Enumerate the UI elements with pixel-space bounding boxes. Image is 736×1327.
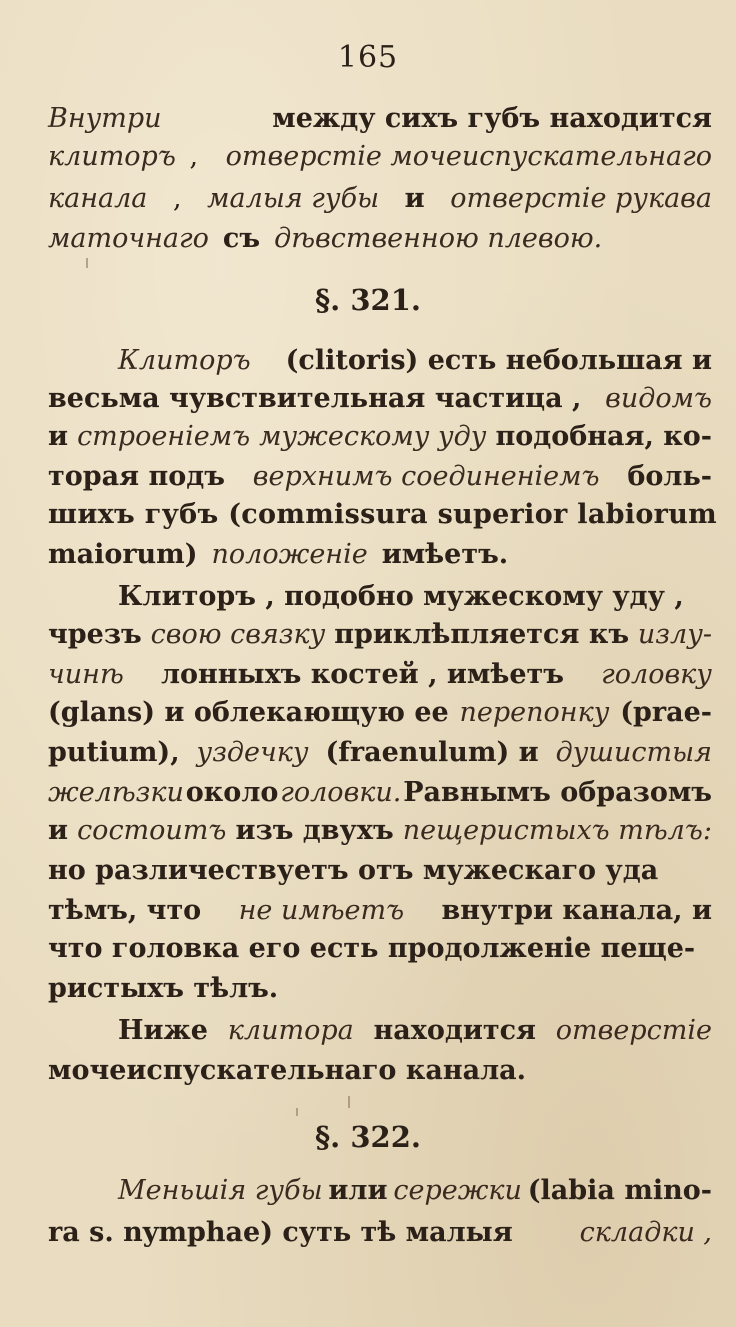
text-fragment: торая подъ [48, 461, 225, 492]
text-fragment: излу- [637, 619, 712, 650]
text-fragment: (prae- [620, 697, 712, 728]
text-fragment: (fraenulum) и [325, 737, 539, 768]
text-line [48, 970, 712, 1008]
text-fragment: дѣвственною плевою. [274, 223, 603, 254]
text-fragment: сережки [393, 1175, 522, 1206]
text-line [118, 1172, 712, 1210]
text-fragment: чинѣ [48, 659, 124, 690]
text-fragment: Клиторъ [118, 345, 251, 376]
text-fragment: съ [222, 223, 261, 254]
text-fragment: уздечку [196, 737, 309, 768]
text-fragment: Внутри [48, 103, 162, 134]
text-fragment: между сихъ губъ находится [272, 103, 712, 134]
text-fragment: мужескому уду [259, 421, 487, 452]
text-fragment: лонныхъ костей , имѣетъ [160, 659, 564, 690]
text-line [48, 694, 712, 732]
text-fragment: отверстіе мочеиспускательнаго [225, 141, 712, 172]
page-number: 165 [337, 40, 399, 75]
text-fragment: , [172, 183, 182, 214]
text-line [48, 656, 712, 694]
text-fragment: и [48, 421, 69, 452]
text-fragment: состоитъ [77, 815, 227, 846]
text-fragment: отверстіе [555, 1015, 712, 1046]
text-fragment: putium), [48, 737, 180, 768]
text-fragment: (glans) и облекающую ее [48, 697, 449, 728]
text-fragment: складки , [579, 1217, 712, 1248]
text-fragment: ристыхъ тѣлъ. [48, 973, 279, 1004]
text-fragment: Ниже [118, 1015, 208, 1046]
text-fragment: но различествуетъ отъ мужескаго уда [48, 855, 659, 886]
text-fragment: клиторъ [48, 141, 176, 172]
text-fragment: изъ двухъ [235, 815, 394, 846]
text-fragment: положеніе [211, 539, 368, 570]
text-fragment: боль- [627, 461, 712, 492]
text-fragment: верхнимъ соединеніемъ [252, 461, 600, 492]
text-line [118, 578, 712, 616]
text-fragment: пещеристыхъ тѣлъ: [402, 815, 712, 846]
text-fragment: , [189, 141, 199, 172]
text-fragment: отверстіе рукава [450, 183, 712, 214]
text-fragment: имѣетъ. [381, 539, 509, 570]
text-fragment: перепонку [459, 697, 610, 728]
text-fragment: ra s. nymphae) суть тѣ малыя [48, 1217, 513, 1248]
text-fragment: видомъ [605, 383, 712, 414]
text-fragment: подобная, ко- [495, 421, 712, 452]
text-line [118, 1012, 712, 1050]
text-fragment: весьма чувствительная частица , [48, 383, 582, 414]
text-line [48, 774, 712, 812]
text-fragment: желѣзки [48, 777, 184, 808]
text-fragment: около [185, 777, 279, 808]
text-line [48, 138, 712, 176]
ink-speck [296, 1108, 298, 1116]
text-fragment: маточнаго [48, 223, 209, 254]
text-fragment: малыя губы [207, 183, 380, 214]
text-fragment: строеніемъ [77, 421, 251, 452]
text-fragment: maiorum) [48, 539, 198, 570]
ink-speck [86, 258, 88, 268]
text-fragment: головку [601, 659, 712, 690]
text-line [48, 220, 712, 258]
text-fragment: Клиторъ , подобно мужескому уду , [118, 581, 684, 612]
text-line [48, 536, 712, 574]
text-fragment: или [328, 1175, 388, 1206]
text-fragment: головки. [280, 777, 402, 808]
text-line [118, 342, 712, 380]
text-fragment: шихъ губъ (commissura superior labiorum [48, 499, 717, 530]
text-line [48, 180, 712, 218]
text-fragment: канала [48, 183, 148, 214]
text-fragment: приклѣпляется къ [334, 619, 630, 650]
text-line [48, 852, 712, 890]
text-fragment: не имѣетъ [238, 895, 405, 926]
ink-speck [348, 1096, 350, 1108]
text-fragment: Меньшія губы [118, 1175, 323, 1206]
text-fragment: клитора [227, 1015, 354, 1046]
text-line [48, 734, 712, 772]
text-line [48, 892, 712, 930]
text-fragment: находится [373, 1015, 537, 1046]
text-fragment: Равнымъ образомъ [403, 777, 712, 808]
text-fragment: свою связку [150, 619, 326, 650]
text-line [48, 1052, 712, 1090]
text-fragment: внутри канала, и [441, 895, 712, 926]
text-fragment: душистыя [555, 737, 712, 768]
text-fragment: (clitoris) есть небольшая и [285, 345, 712, 376]
text-fragment: тѣмъ, что [48, 895, 202, 926]
text-fragment: и [404, 183, 425, 214]
text-line [48, 100, 712, 138]
text-line [48, 812, 712, 850]
text-line [48, 616, 712, 654]
text-fragment: и [48, 815, 69, 846]
text-line [48, 458, 712, 496]
section-heading: §. 321. [315, 283, 421, 317]
text-line [48, 930, 712, 968]
text-line [48, 418, 712, 456]
text-line [48, 1214, 712, 1252]
text-fragment: мочеиспускательнаго канала. [48, 1055, 527, 1086]
text-fragment: (labia mino- [527, 1175, 712, 1206]
text-fragment: что головка его есть продолженіе пеще- [48, 933, 696, 964]
section-heading: §. 322. [315, 1120, 421, 1154]
text-line [48, 496, 717, 534]
text-fragment: чрезъ [48, 619, 142, 650]
text-line [48, 380, 712, 418]
